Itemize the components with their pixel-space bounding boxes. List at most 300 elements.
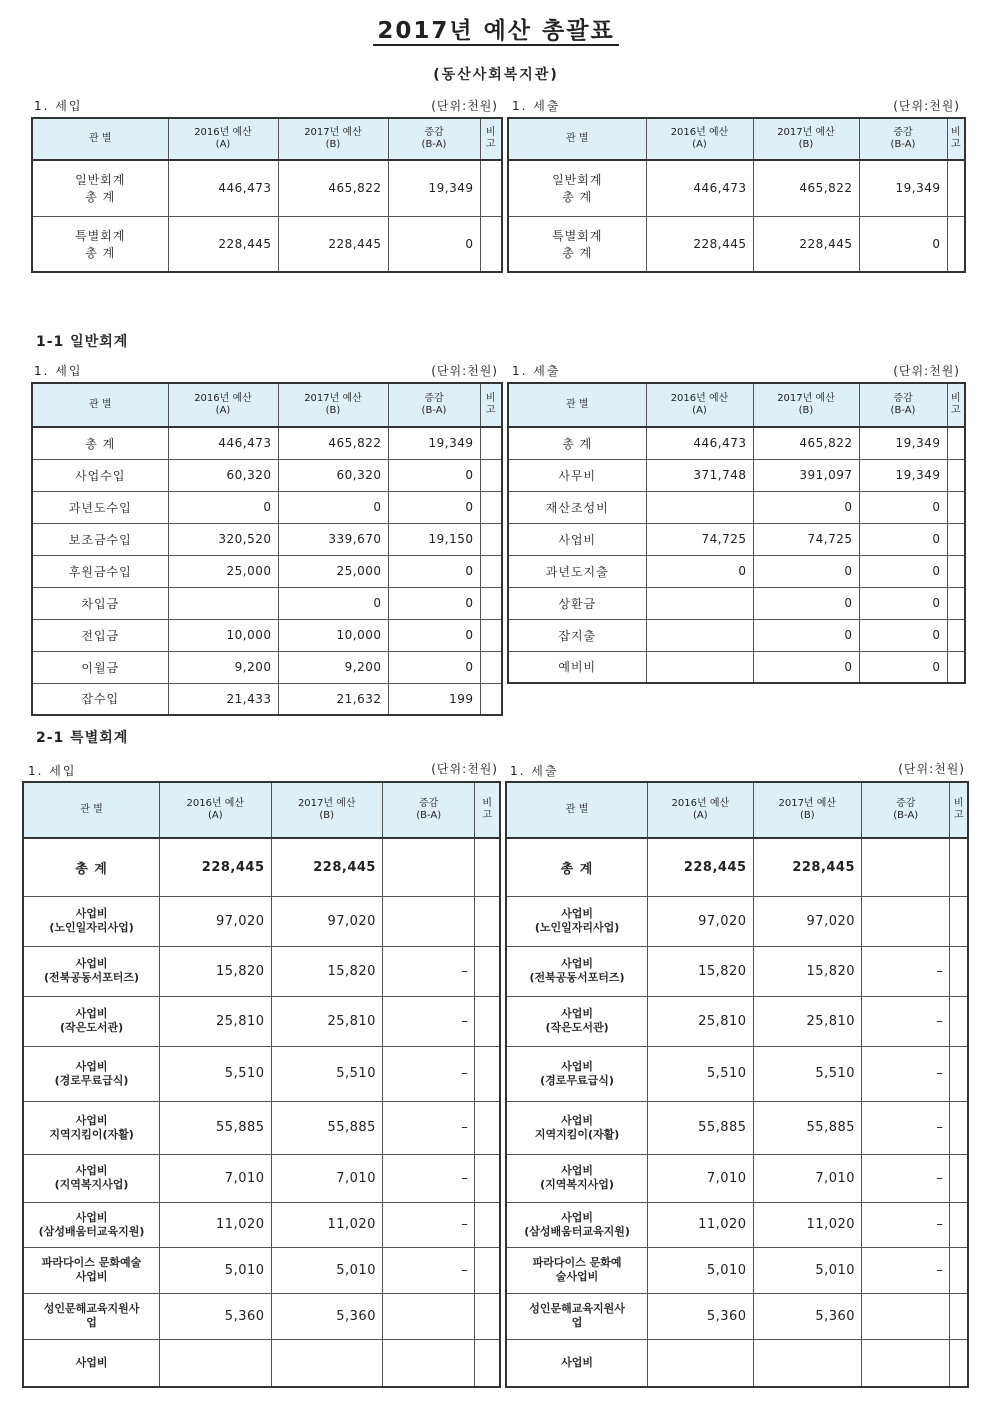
row-2017-value: 339,670 <box>278 523 388 555</box>
col-header-remark-text: 비고 <box>953 798 964 821</box>
row-item-label: 사업비 <box>75 1210 108 1224</box>
row-remark-cell <box>480 427 502 459</box>
col-header-diff <box>859 118 947 160</box>
row-item-cell <box>508 619 646 651</box>
special-revenue-unit: (단위:천원) <box>431 762 498 776</box>
table-row <box>23 1101 500 1154</box>
row-2017-value: 74,725 <box>753 523 859 555</box>
row-item-label: 사업비 <box>75 1059 108 1073</box>
row-2017-value: 55,885 <box>753 1101 861 1154</box>
row-diff-value: 0 <box>859 491 947 523</box>
row-item-label: 사업비 <box>561 957 593 970</box>
row-item-label: 상환금 <box>558 596 597 611</box>
col-header-2016 <box>168 118 278 160</box>
row-2017-value: 21,632 <box>278 683 388 715</box>
row-2016-value: 11,020 <box>160 1202 271 1247</box>
row-2016-value: 55,885 <box>648 1101 753 1154</box>
row-item-cell <box>32 491 168 523</box>
row-diff-value: – <box>382 1101 474 1154</box>
col-header-diff <box>862 782 950 838</box>
row-item-label: 성인문해교육지원사 <box>529 1302 625 1315</box>
row-2016-value: 15,820 <box>160 946 271 996</box>
row-2016-value: 25,810 <box>160 996 271 1046</box>
row-diff-value <box>862 896 950 946</box>
row-item-sublabel: 술사업비 <box>555 1270 599 1283</box>
col-header-remark <box>475 782 500 838</box>
col-header-diff <box>388 118 480 160</box>
row-remark-cell <box>950 1154 968 1202</box>
summary-expense-table <box>507 117 966 273</box>
row-item-sublabel: (지역복지사업) <box>540 1178 614 1191</box>
col-header-item <box>32 118 168 160</box>
row-item-sublabel: 지역지킴이(자활) <box>534 1127 620 1141</box>
col-header-remark <box>480 383 502 427</box>
col-header-item <box>508 383 646 427</box>
row-2017-value: 228,445 <box>278 216 388 272</box>
row-remark-cell <box>947 651 965 683</box>
row-item-sublabel: 총 계 <box>562 190 593 205</box>
row-remark-cell <box>950 838 968 896</box>
row-2016-value <box>646 651 753 683</box>
row-remark-cell <box>480 491 502 523</box>
col-header-diff-text: 증감 <box>424 127 444 138</box>
col-header-diff-sub: (B-A) <box>421 405 447 416</box>
row-diff-value: – <box>862 1046 950 1101</box>
col-header-item <box>508 118 646 160</box>
row-2017-value: 0 <box>753 555 859 587</box>
row-2016-value: 21,433 <box>168 683 278 715</box>
row-remark-cell <box>475 838 500 896</box>
row-item-label: 일반회계 <box>552 173 603 188</box>
col-header-diff <box>388 383 480 427</box>
table-row <box>508 160 965 216</box>
col-header-item <box>506 782 648 838</box>
row-remark-cell <box>947 619 965 651</box>
row-2017-value: 5,360 <box>753 1293 861 1339</box>
col-header-diff-text: 증감 <box>424 393 444 404</box>
row-2016-value: 5,360 <box>160 1293 271 1339</box>
col-header-diff-sub: (B-A) <box>416 810 442 821</box>
row-item-label: 사업비 <box>75 957 108 970</box>
row-item-label: 후원금수입 <box>68 564 132 579</box>
row-remark-cell <box>947 555 965 587</box>
summary-revenue-unit: (단위:천원) <box>431 99 498 113</box>
table-row <box>506 1046 968 1101</box>
row-2016-value: 9,200 <box>168 651 278 683</box>
row-2016-value: 60,320 <box>168 459 278 491</box>
row-item-sublabel: (작은도서관) <box>59 1021 124 1034</box>
row-diff-value: 0 <box>388 619 480 651</box>
row-2017-value: 10,000 <box>278 619 388 651</box>
row-2016-value: 228,445 <box>160 838 271 896</box>
row-item-label: 과년도지출 <box>545 564 609 579</box>
row-2017-value: 55,885 <box>271 1101 382 1154</box>
col-header-remark-text: 비고 <box>950 127 961 150</box>
row-item-label: 특별회계 <box>552 228 603 243</box>
col-header-diff <box>859 383 947 427</box>
row-remark-cell <box>475 1202 500 1247</box>
row-item-cell <box>32 216 168 272</box>
row-2017-value: 25,810 <box>753 996 861 1046</box>
col-header-2016-sub: (A) <box>207 810 223 821</box>
row-2017-value: 465,822 <box>753 427 859 459</box>
row-remark-cell <box>947 491 965 523</box>
row-item-sublabel: (작은도서관) <box>545 1021 609 1034</box>
row-2016-value: 55,885 <box>160 1101 271 1154</box>
row-remark-cell <box>950 1247 968 1293</box>
col-header-2016-sub: (A) <box>215 139 231 150</box>
row-2017-value: 228,445 <box>753 216 859 272</box>
row-2016-value <box>648 1339 753 1387</box>
row-remark-cell <box>475 946 500 996</box>
row-remark-cell <box>475 1247 500 1293</box>
table-row <box>506 1339 968 1387</box>
row-2016-value: 320,520 <box>168 523 278 555</box>
row-diff-value: – <box>862 946 950 996</box>
table-row <box>32 523 502 555</box>
col-header-diff-text: 증감 <box>896 798 916 809</box>
row-remark-cell <box>475 896 500 946</box>
row-diff-value: – <box>382 1247 474 1293</box>
row-item-cell <box>506 996 648 1046</box>
row-item-cell <box>508 651 646 683</box>
col-header-diff-text: 증감 <box>893 127 913 138</box>
col-header-2017 <box>278 383 388 427</box>
row-diff-value: 0 <box>859 619 947 651</box>
row-item-sublabel: (경로무료급식) <box>540 1073 614 1087</box>
row-item-sublabel: 업 <box>571 1316 583 1329</box>
row-item-sublabel: (노인일자리사업) <box>534 921 620 934</box>
row-item-cell <box>32 587 168 619</box>
row-2016-value: 5,010 <box>160 1247 271 1293</box>
row-2017-value: 15,820 <box>271 946 382 996</box>
col-header-2017-text: 2017년 예산 <box>304 393 362 404</box>
row-2016-value: 228,445 <box>648 838 753 896</box>
row-2017-value: 97,020 <box>271 896 382 946</box>
special-revenue-label: 1. 세입 <box>28 764 77 778</box>
row-remark-cell <box>480 459 502 491</box>
summary-expense-label: 1. 세출 <box>512 99 561 113</box>
general-section-heading: 1-1 일반회계 <box>36 334 129 350</box>
row-item-cell <box>23 1247 160 1293</box>
col-header-diff-text: 증감 <box>893 393 913 404</box>
row-2017-value: 0 <box>278 587 388 619</box>
row-diff-value: – <box>382 1154 474 1202</box>
table-row <box>508 491 965 523</box>
row-item-cell <box>32 683 168 715</box>
row-item-label: 사업비 <box>561 1059 593 1073</box>
table-row <box>32 491 502 523</box>
row-item-cell <box>508 555 646 587</box>
col-header-2016-text: 2016년 예산 <box>670 127 729 138</box>
row-item-cell <box>32 160 168 216</box>
col-header-remark <box>947 383 965 427</box>
row-remark-cell <box>947 160 965 216</box>
row-item-label: 파라다이스 문화예술 <box>41 1256 142 1269</box>
row-2016-value: 11,020 <box>648 1202 753 1247</box>
col-header-diff-sub: (B-A) <box>890 139 916 150</box>
row-item-cell <box>506 946 648 996</box>
row-2017-value: 11,020 <box>271 1202 382 1247</box>
col-header-diff-text: 증감 <box>418 798 439 809</box>
page-subtitle: (동산사회복지관) <box>433 67 559 83</box>
table-row <box>32 587 502 619</box>
col-header-item-text: 관 별 <box>566 133 589 144</box>
row-2016-value <box>160 1339 271 1387</box>
page-title: 2017년 예산 총괄표 <box>0 12 992 45</box>
row-item-cell <box>508 587 646 619</box>
table-row <box>32 619 502 651</box>
col-header-2017 <box>753 383 859 427</box>
col-header-diff-sub: (B-A) <box>421 139 447 150</box>
row-2017-value: 97,020 <box>753 896 861 946</box>
row-item-label: 사업비 <box>561 907 593 920</box>
row-remark-cell <box>950 1339 968 1387</box>
col-header-item <box>23 782 160 838</box>
row-item-cell <box>23 1339 160 1387</box>
row-diff-value: 19,349 <box>859 427 947 459</box>
row-item-label: 이월금 <box>81 660 120 675</box>
row-remark-cell <box>950 1101 968 1154</box>
row-diff-value: – <box>862 1101 950 1154</box>
table-row <box>508 587 965 619</box>
row-2016-value: 446,473 <box>168 427 278 459</box>
row-item-cell <box>506 1046 648 1101</box>
row-diff-value: – <box>862 996 950 1046</box>
col-header-2016 <box>646 383 753 427</box>
row-2017-value: 0 <box>753 587 859 619</box>
row-item-label: 파라다이스 문화예 <box>532 1256 622 1269</box>
row-2016-value: 7,010 <box>160 1154 271 1202</box>
col-header-2017 <box>278 118 388 160</box>
col-header-2016-text: 2016년 예산 <box>194 393 252 404</box>
row-diff-value: 19,349 <box>859 160 947 216</box>
row-remark-cell <box>950 1202 968 1247</box>
row-item-cell <box>32 555 168 587</box>
row-item-label: 잡지출 <box>558 628 597 643</box>
row-2016-value: 25,000 <box>168 555 278 587</box>
row-diff-value <box>382 1339 474 1387</box>
row-item-cell <box>506 1247 648 1293</box>
row-2016-value: 10,000 <box>168 619 278 651</box>
general-expense-label: 1. 세출 <box>512 364 561 378</box>
row-2016-value: 5,510 <box>648 1046 753 1101</box>
row-remark-cell <box>950 1046 968 1101</box>
col-header-2016-sub: (A) <box>692 405 707 416</box>
special-section-heading: 2-1 특별회계 <box>36 730 129 746</box>
table-row <box>508 216 965 272</box>
row-item-cell <box>508 216 646 272</box>
row-item-cell <box>506 896 648 946</box>
col-header-remark-text: 비고 <box>485 393 496 416</box>
row-2016-value: 97,020 <box>648 896 753 946</box>
row-2016-value: 25,810 <box>648 996 753 1046</box>
row-item-sublabel: 지역지킴이(자활) <box>49 1127 134 1141</box>
row-item-sublabel: (경로무료급식) <box>54 1073 129 1087</box>
row-remark-cell <box>480 651 502 683</box>
special-expense-table <box>505 781 969 1388</box>
row-item-cell <box>506 838 648 896</box>
row-remark-cell <box>475 1339 500 1387</box>
row-2016-value <box>646 619 753 651</box>
row-item-label: 사업비 <box>561 1164 593 1177</box>
row-diff-value: 19,349 <box>388 160 480 216</box>
col-header-2017-text: 2017년 예산 <box>304 127 362 138</box>
row-2017-value: 391,097 <box>753 459 859 491</box>
col-header-2017-sub: (B) <box>799 810 815 821</box>
summary-expense-unit: (단위:천원) <box>893 99 960 113</box>
col-header-diff-sub: (B-A) <box>893 810 919 821</box>
row-2016-value: 74,725 <box>646 523 753 555</box>
row-item-label: 총 계 <box>560 861 594 877</box>
col-header-2016-sub: (A) <box>215 405 231 416</box>
general-revenue-table <box>31 382 503 716</box>
row-item-label: 총 계 <box>562 436 593 451</box>
table-row <box>23 1247 500 1293</box>
row-item-label: 성인문해교육지원사 <box>43 1302 140 1315</box>
row-item-cell <box>23 1154 160 1202</box>
row-item-label: 예비비 <box>558 660 597 675</box>
col-header-item <box>32 383 168 427</box>
col-header-remark-text: 비고 <box>950 393 961 416</box>
row-diff-value <box>862 838 950 896</box>
row-remark-cell <box>480 160 502 216</box>
general-expense-table <box>507 382 966 684</box>
row-2016-value <box>168 587 278 619</box>
row-item-cell <box>32 619 168 651</box>
row-2017-value: 0 <box>753 491 859 523</box>
row-2016-value: 446,473 <box>168 160 278 216</box>
row-2017-value: 465,822 <box>753 160 859 216</box>
row-diff-value <box>382 1293 474 1339</box>
row-item-cell <box>508 459 646 491</box>
row-2017-value: 465,822 <box>278 427 388 459</box>
row-2017-value <box>271 1339 382 1387</box>
row-item-label: 보조금수입 <box>68 532 132 547</box>
row-item-sublabel: (전북공동서포터즈) <box>529 971 625 984</box>
row-item-label: 사업비 <box>75 1164 108 1177</box>
col-header-remark <box>950 782 968 838</box>
row-item-label: 사업수입 <box>75 468 126 483</box>
row-2016-value: 7,010 <box>648 1154 753 1202</box>
row-2017-value: 15,820 <box>753 946 861 996</box>
special-expense-unit: (단위:천원) <box>898 762 965 776</box>
row-2017-value: 9,200 <box>278 651 388 683</box>
row-diff-value: – <box>382 1202 474 1247</box>
row-2017-value: 60,320 <box>278 459 388 491</box>
row-item-label: 전입금 <box>81 628 120 643</box>
row-diff-value: 19,150 <box>388 523 480 555</box>
row-diff-value: 0 <box>388 555 480 587</box>
row-item-cell <box>23 1101 160 1154</box>
row-remark-cell <box>480 216 502 272</box>
row-item-label: 사업비 <box>561 1355 593 1369</box>
row-item-label: 차입금 <box>81 596 120 611</box>
table-row <box>32 216 502 272</box>
row-item-sublabel: 총 계 <box>85 190 116 205</box>
row-item-label: 재산조성비 <box>545 500 609 515</box>
row-item-cell <box>506 1293 648 1339</box>
table-row <box>32 459 502 491</box>
row-diff-value: 0 <box>388 459 480 491</box>
row-item-cell <box>23 1202 160 1247</box>
row-item-cell <box>32 523 168 555</box>
row-2016-value: 371,748 <box>646 459 753 491</box>
row-2017-value <box>753 1339 861 1387</box>
row-2017-value: 11,020 <box>753 1202 861 1247</box>
row-remark-cell <box>475 1293 500 1339</box>
table-row <box>508 427 965 459</box>
col-header-2016-sub: (A) <box>693 810 708 821</box>
row-remark-cell <box>475 996 500 1046</box>
table-row <box>32 555 502 587</box>
table-row <box>506 1247 968 1293</box>
col-header-2016 <box>648 782 753 838</box>
table-row <box>23 1154 500 1202</box>
row-2016-value: 0 <box>646 555 753 587</box>
row-item-cell <box>508 160 646 216</box>
row-2017-value: 5,510 <box>271 1046 382 1101</box>
row-diff-value: – <box>382 1046 474 1101</box>
col-header-2017 <box>753 782 861 838</box>
row-item-sublabel: (삼성배움터교육지원) <box>38 1224 145 1238</box>
row-diff-value: 19,349 <box>388 427 480 459</box>
row-2017-value: 25,810 <box>271 996 382 1046</box>
row-item-label: 사업비 <box>561 1007 593 1020</box>
table-row <box>506 946 968 996</box>
row-item-label: 사업비 <box>561 1113 593 1127</box>
row-remark-cell <box>480 619 502 651</box>
col-header-2017-sub: (B) <box>325 139 341 150</box>
general-revenue-label: 1. 세입 <box>34 364 83 378</box>
row-2017-value: 228,445 <box>753 838 861 896</box>
row-2017-value: 7,010 <box>753 1154 861 1202</box>
col-header-diff-sub: (B-A) <box>890 405 916 416</box>
row-diff-value: – <box>862 1247 950 1293</box>
row-item-cell <box>32 427 168 459</box>
table-row <box>508 523 965 555</box>
row-item-label: 사업비 <box>75 1113 108 1127</box>
col-header-2017-sub: (B) <box>798 405 814 416</box>
col-header-remark <box>947 118 965 160</box>
row-item-label: 총 계 <box>85 436 116 451</box>
row-2016-value: 228,445 <box>646 216 753 272</box>
row-remark-cell <box>947 427 965 459</box>
row-remark-cell <box>480 555 502 587</box>
col-header-2017-sub: (B) <box>325 405 341 416</box>
table-row <box>23 946 500 996</box>
col-header-2017-text: 2017년 예산 <box>778 798 837 809</box>
row-diff-value <box>382 838 474 896</box>
row-item-cell <box>32 459 168 491</box>
row-diff-value: 0 <box>859 587 947 619</box>
general-expense-unit: (단위:천원) <box>893 364 960 378</box>
table-row <box>506 1154 968 1202</box>
special-revenue-table <box>22 781 501 1388</box>
row-remark-cell <box>947 216 965 272</box>
row-item-sublabel: 사업비 <box>75 1270 108 1283</box>
row-2017-value: 5,010 <box>271 1247 382 1293</box>
row-2017-value: 7,010 <box>271 1154 382 1202</box>
row-item-label: 잡수입 <box>81 692 120 707</box>
row-diff-value <box>862 1339 950 1387</box>
row-diff-value: – <box>382 946 474 996</box>
row-remark-cell <box>480 587 502 619</box>
row-item-cell <box>23 1293 160 1339</box>
row-diff-value: 0 <box>388 587 480 619</box>
row-item-label: 과년도수입 <box>68 500 132 515</box>
row-item-cell <box>23 1046 160 1101</box>
